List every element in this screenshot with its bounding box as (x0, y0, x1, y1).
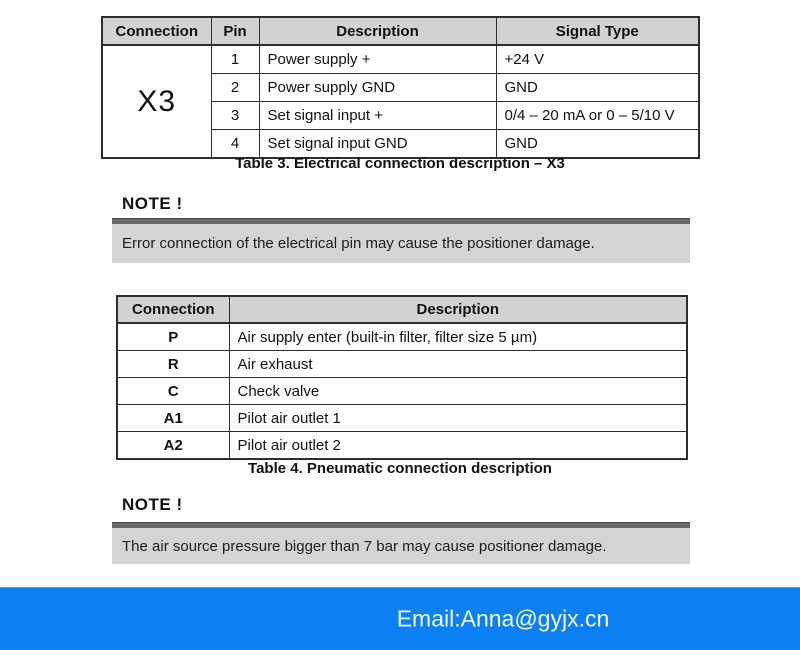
column-header-description: Description (259, 17, 496, 45)
column-header-connection: Connection (117, 296, 229, 323)
connection-cell: P (117, 323, 229, 351)
table-row (117, 432, 687, 460)
table-header-row (102, 17, 699, 45)
signal-type-cell: GND (496, 74, 699, 102)
pin-cell: 3 (211, 102, 259, 130)
connection-cell: A1 (117, 405, 229, 432)
table3-caption: Table 3. Electrical connection description – X3 (235, 155, 565, 172)
electrical-connection-table (101, 16, 700, 159)
contact-email: Email:Anna@gyjx.cn (396, 605, 610, 632)
description-cell: Power supply + (259, 45, 496, 74)
note2-heading: NOTE ! (122, 495, 183, 514)
description-cell: Check valve (229, 378, 687, 405)
note1-heading: NOTE ! (122, 194, 183, 213)
column-header-signal-type: Signal Type (496, 17, 699, 45)
table-row (117, 323, 687, 351)
description-cell: Set signal input GND (259, 130, 496, 159)
table4-caption: Table 4. Pneumatic connection description (248, 460, 552, 477)
signal-type-cell: GND (496, 130, 699, 159)
signal-type-cell: 0/4 – 20 mA or 0 – 5/10 V (496, 102, 699, 130)
footer-banner (0, 587, 800, 650)
note2-box (112, 528, 690, 564)
description-cell: Power supply GND (259, 74, 496, 102)
description-cell: Set signal input + (259, 102, 496, 130)
pin-cell: 4 (211, 130, 259, 159)
description-cell: Pilot air outlet 2 (229, 432, 687, 460)
connection-cell: C (117, 378, 229, 405)
note2-text: The air source pressure bigger than 7 bar may cause positioner damage. (122, 537, 607, 555)
signal-type-cell: +24 V (496, 45, 699, 74)
description-cell: Air supply enter (built-in filter, filter size 5 µm) (229, 323, 687, 351)
column-header-pin: Pin (211, 17, 259, 45)
table-row (102, 45, 699, 74)
note1-box (112, 224, 690, 263)
note1-text: Error connection of the electrical pin may cause the positioner damage. (122, 235, 595, 252)
table-header-row (117, 296, 687, 323)
description-cell: Pilot air outlet 1 (229, 405, 687, 432)
pin-cell: 2 (211, 74, 259, 102)
pneumatic-connection-table (116, 295, 688, 460)
column-header-description: Description (229, 296, 687, 323)
connection-id-cell: X3 (102, 45, 211, 158)
description-cell: Air exhaust (229, 351, 687, 378)
connection-cell: R (117, 351, 229, 378)
table-row (117, 378, 687, 405)
connection-cell: A2 (117, 432, 229, 460)
table-row (117, 405, 687, 432)
pin-cell: 1 (211, 45, 259, 74)
column-header-connection: Connection (102, 17, 211, 45)
table-row (117, 351, 687, 378)
